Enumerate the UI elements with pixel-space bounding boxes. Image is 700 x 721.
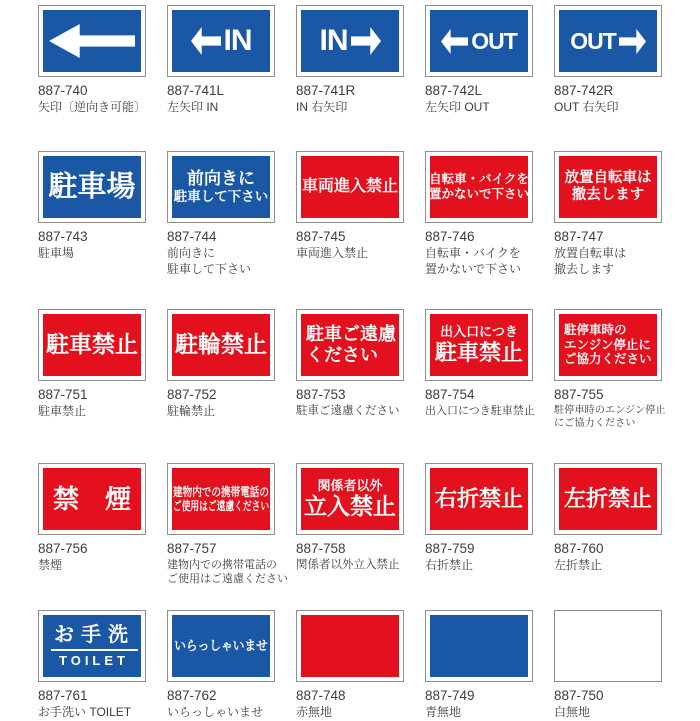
sign-field xyxy=(559,314,657,376)
product-caption xyxy=(554,100,662,116)
product-cell[interactable] xyxy=(554,610,662,721)
product-caption xyxy=(425,100,533,116)
sign-field xyxy=(430,156,528,218)
sign-arrow-text xyxy=(570,29,646,54)
sign-text-line: 車両進入禁止 xyxy=(301,177,398,195)
product-code: 887-741L xyxy=(167,83,225,98)
product-cell[interactable] xyxy=(38,5,146,151)
sign-image xyxy=(38,309,146,381)
product-cell[interactable] xyxy=(167,5,275,151)
product-caption xyxy=(425,246,533,277)
product-code: 887-740 xyxy=(38,83,88,98)
sign-text-line: 放置自転車は xyxy=(564,169,652,186)
sign-arrow-text xyxy=(441,29,517,54)
caption-line: 置かないで下さい xyxy=(425,261,522,276)
caption-line: いらっしゃいませ xyxy=(167,705,264,720)
caption-line: 駐車して下さい xyxy=(167,261,252,276)
sign-image xyxy=(425,309,533,381)
product-caption xyxy=(554,558,662,574)
product-cell[interactable] xyxy=(38,610,146,721)
sign-field xyxy=(43,468,141,530)
sign-field xyxy=(172,468,270,530)
product-code: 887-759 xyxy=(425,541,475,556)
sign-image xyxy=(38,5,146,77)
product-code: 887-751 xyxy=(38,387,88,402)
sign-image xyxy=(38,610,146,682)
sign-text-line: ご使用はご遠慮ください xyxy=(172,499,270,513)
sign-arrow-text xyxy=(191,26,252,56)
arrow-left-icon xyxy=(49,24,135,58)
sign-image xyxy=(425,610,533,682)
product-cell[interactable] xyxy=(554,463,662,610)
product-caption xyxy=(38,404,146,420)
sign-field xyxy=(559,156,657,218)
product-cell[interactable] xyxy=(167,610,275,721)
sign-text-line: 駐停車時の xyxy=(564,322,627,337)
product-cell[interactable] xyxy=(425,610,533,721)
sign-text-line: 建物内での携帯電話の xyxy=(173,484,270,499)
caption-line: 放置自転車は xyxy=(554,246,627,261)
product-cell[interactable] xyxy=(425,151,533,309)
caption-line: 右折禁止 xyxy=(425,558,474,573)
sign-text-line: 撤去します xyxy=(571,187,645,203)
product-code: 887-754 xyxy=(425,387,475,402)
caption-line: 駐停車時のエンジン停止 xyxy=(554,405,666,417)
sign-field xyxy=(301,10,399,72)
caption-line: 駐車場 xyxy=(38,246,75,261)
product-code: 887-748 xyxy=(296,688,346,703)
sign-image xyxy=(554,610,662,682)
sign-image xyxy=(296,5,404,77)
sign-image xyxy=(296,610,404,682)
product-code: 887-741R xyxy=(296,83,356,98)
sign-text-line: ください xyxy=(306,345,378,365)
product-cell[interactable] xyxy=(38,309,146,463)
sign-image xyxy=(554,463,662,535)
caption-line: 駐車ご遠慮ください xyxy=(296,405,400,418)
sign-text-line: 出入口につき xyxy=(440,324,518,340)
sign-image xyxy=(38,151,146,223)
product-caption xyxy=(296,100,404,116)
product-cell[interactable] xyxy=(167,151,275,309)
arrow-right-icon xyxy=(619,29,646,54)
sign-image xyxy=(296,463,404,535)
sign-image xyxy=(167,463,275,535)
sign-image xyxy=(167,5,275,77)
product-caption xyxy=(38,100,146,116)
product-code: 887-755 xyxy=(554,387,604,402)
product-code: 887-750 xyxy=(554,688,604,703)
sign-field xyxy=(172,10,270,72)
product-code: 887-758 xyxy=(296,541,346,556)
sign-image xyxy=(554,309,662,381)
sign-image xyxy=(167,151,275,223)
product-caption xyxy=(425,404,533,418)
sign-text-line: 駐車ご遠慮 xyxy=(306,323,396,344)
product-caption xyxy=(425,705,533,721)
product-caption xyxy=(554,705,662,721)
sign-field xyxy=(559,468,657,530)
product-cell[interactable] xyxy=(167,309,275,463)
sign-text: IN xyxy=(223,24,252,57)
product-code: 887-761 xyxy=(38,688,88,703)
product-code: 887-756 xyxy=(38,541,88,556)
sign-image xyxy=(296,151,404,223)
sign-image xyxy=(167,610,275,682)
sign-arrow-text xyxy=(320,26,381,56)
sign-image xyxy=(425,463,533,535)
product-caption xyxy=(38,705,146,721)
product-cell[interactable] xyxy=(296,610,404,721)
caption-line: 関係者以外立入禁止 xyxy=(296,559,400,572)
product-caption xyxy=(167,246,275,277)
product-code: 887-760 xyxy=(554,541,604,556)
sign-text-line: 駐輪禁止 xyxy=(175,331,267,358)
sign-text-line: 前向きに xyxy=(187,169,255,189)
product-cell[interactable] xyxy=(296,151,404,309)
product-code: 887-747 xyxy=(554,229,604,244)
sign-text-line: 関係者以外 xyxy=(317,477,383,493)
sign-image xyxy=(167,309,275,381)
sign-text-line: 駐車して下さい xyxy=(173,189,269,205)
caption-line: 禁煙 xyxy=(38,558,63,573)
caption-line: 矢印〔逆向き可能〕 xyxy=(38,100,147,115)
sign-text-line: エンジン停止に xyxy=(564,337,651,352)
product-cell[interactable] xyxy=(554,151,662,309)
caption-line: 建物内での携帯電話の xyxy=(167,559,277,572)
product-caption xyxy=(296,246,404,262)
arrow-right-icon xyxy=(351,27,381,55)
sign-text: OUT xyxy=(570,27,616,54)
product-code: 887-752 xyxy=(167,387,217,402)
sign-text: OUT xyxy=(471,27,517,54)
product-code: 887-743 xyxy=(38,229,88,244)
product-caption xyxy=(296,558,404,573)
sign-field xyxy=(43,156,141,218)
sign-field xyxy=(172,314,270,376)
product-code: 887-753 xyxy=(296,387,346,402)
product-code: 887-749 xyxy=(425,688,475,703)
product-caption xyxy=(296,404,404,419)
sign-text-line: 置かないで下さい xyxy=(429,187,530,201)
product-caption xyxy=(167,404,275,420)
caption-line: にご協力ください xyxy=(554,418,636,430)
sign-field xyxy=(301,615,399,677)
caption-line: 駐車禁止 xyxy=(38,404,87,419)
sign-field xyxy=(430,615,528,677)
sign-field xyxy=(430,314,528,376)
sign-field xyxy=(559,10,657,72)
product-caption xyxy=(554,246,662,277)
sign-image xyxy=(554,151,662,223)
product-cell[interactable] xyxy=(296,5,404,151)
product-code: 887-762 xyxy=(167,688,217,703)
arrow-left-icon xyxy=(191,27,221,55)
product-caption xyxy=(167,558,288,587)
caption-line: 車両進入禁止 xyxy=(296,246,369,261)
caption-line: IN 右矢印 xyxy=(296,100,348,115)
arrow-left-icon xyxy=(441,29,468,54)
sign-text-line: ご協力ください xyxy=(564,352,652,367)
sign-text-line: 駐車場 xyxy=(48,170,136,203)
caption-line: 赤無地 xyxy=(296,705,333,720)
sign-text-line: 自転車・バイクを xyxy=(429,172,529,187)
caption-line: 青無地 xyxy=(425,705,462,720)
caption-line: 出入口につき駐車禁止 xyxy=(425,405,535,418)
sign-text-line: TOILET xyxy=(59,652,129,668)
sign-text-line: 左折禁止 xyxy=(563,486,652,512)
sign-text-line: お手洗 xyxy=(51,624,138,651)
sign-field xyxy=(43,10,141,72)
sign-image xyxy=(425,151,533,223)
product-cell[interactable] xyxy=(167,463,288,610)
sign-field xyxy=(301,156,399,218)
caption-line: 前向きに xyxy=(167,246,216,261)
caption-line: 白無地 xyxy=(554,705,591,720)
sign-field xyxy=(43,314,141,376)
caption-line: 左折禁止 xyxy=(554,558,603,573)
sign-image xyxy=(38,463,146,535)
sign-field xyxy=(559,615,657,677)
product-caption xyxy=(38,558,146,574)
caption-line: ご使用はご遠慮ください xyxy=(167,573,288,586)
sign-text-line: 右折禁止 xyxy=(434,486,523,512)
product-cell[interactable] xyxy=(425,5,533,151)
product-caption xyxy=(296,705,404,721)
product-cell[interactable] xyxy=(296,463,404,610)
sign-field xyxy=(301,314,399,376)
caption-line: お手洗い TOILET xyxy=(38,705,132,720)
product-cell[interactable] xyxy=(554,5,662,151)
product-cell[interactable] xyxy=(425,309,533,463)
sign-text: IN xyxy=(319,24,348,57)
product-cell[interactable] xyxy=(38,463,146,610)
product-cell[interactable] xyxy=(296,309,404,463)
sign-field xyxy=(430,10,528,72)
product-caption xyxy=(554,404,666,431)
product-caption xyxy=(38,246,146,262)
sign-text-line: 禁 煙 xyxy=(52,483,131,514)
caption-line: 左矢印 IN xyxy=(167,100,219,115)
product-cell[interactable] xyxy=(554,309,666,463)
product-code: 887-745 xyxy=(296,229,346,244)
sign-field xyxy=(172,615,270,677)
caption-line: 左矢印 OUT xyxy=(425,100,490,115)
product-code: 887-757 xyxy=(167,541,217,556)
product-caption xyxy=(425,558,533,574)
sign-image xyxy=(296,309,404,381)
product-cell[interactable] xyxy=(38,151,146,309)
product-code: 887-746 xyxy=(425,229,475,244)
sign-text-line: 駐車禁止 xyxy=(434,339,523,365)
sign-field xyxy=(301,468,399,530)
sign-image xyxy=(425,5,533,77)
caption-line: OUT 右矢印 xyxy=(554,100,619,115)
sign-image xyxy=(554,5,662,77)
product-caption xyxy=(167,100,275,116)
sign-text-line: 立入禁止 xyxy=(304,493,396,520)
caption-line: 自転車・バイクを xyxy=(425,246,521,261)
caption-line: 駐輪禁止 xyxy=(167,404,216,419)
product-code: 887-744 xyxy=(167,229,217,244)
caption-line: 撤去します xyxy=(554,261,615,276)
product-code: 887-742L xyxy=(425,83,483,98)
product-cell[interactable] xyxy=(425,463,533,610)
sign-text-line: いらっしゃいませ xyxy=(174,638,268,654)
sign-field xyxy=(43,615,141,677)
sign-field xyxy=(172,156,270,218)
product-code: 887-742R xyxy=(554,83,614,98)
product-caption xyxy=(167,705,275,721)
sign-field xyxy=(430,468,528,530)
sign-text-line: 駐車禁止 xyxy=(46,331,138,358)
